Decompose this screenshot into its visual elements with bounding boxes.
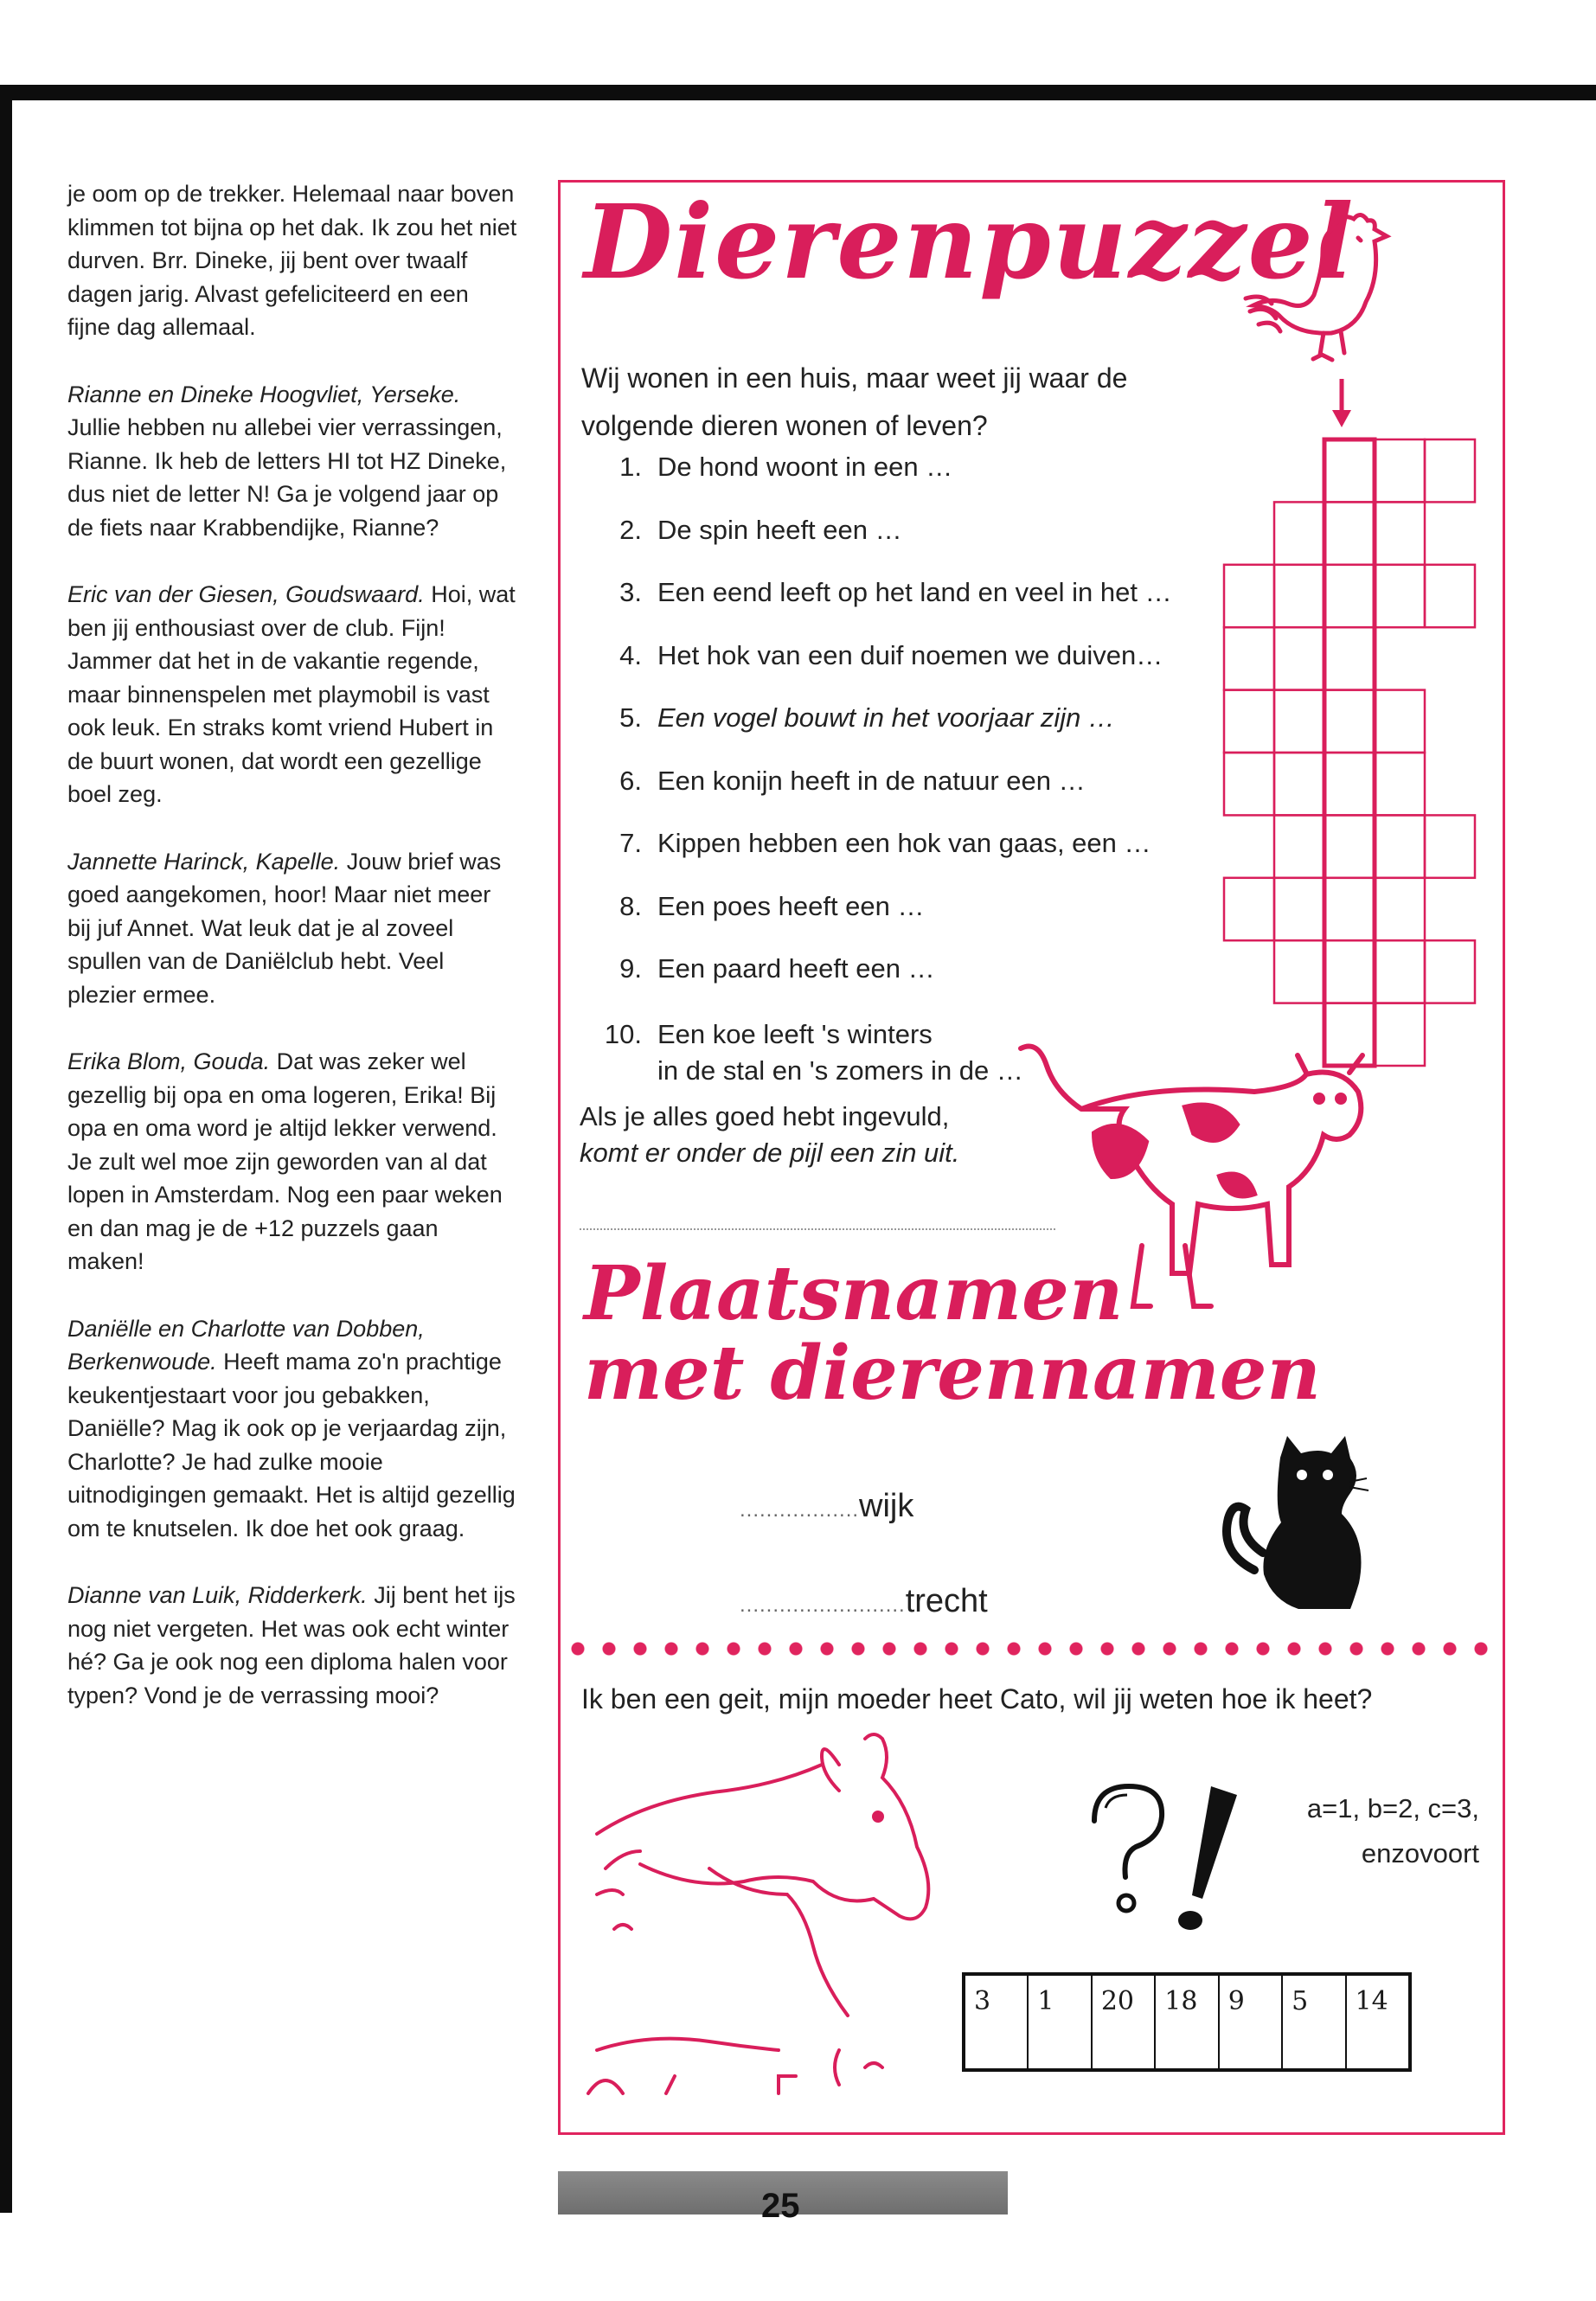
number-code: [962, 1972, 1412, 2072]
clue-item: 1. De hond woont in een …: [619, 452, 953, 482]
grid-cell[interactable]: [1324, 940, 1375, 1003]
letter-3: Jannette Harinck, Kapelle. Jouw brief was goed aangekomen, hoor! Maar niet meer bij juf Annet. Wat leuk dat je al zoveel spullen van de Daniëlclub hebt. Veel plezier ermee.: [67, 848, 502, 1008]
code-cell: 9: [1220, 1976, 1283, 2068]
clue-item: 7. Kippen hebben een hok van gaas, een …: [619, 828, 1151, 858]
grid-cell[interactable]: [1224, 690, 1274, 753]
grid-cell[interactable]: [1274, 627, 1324, 689]
clue-item: 5. Een vogel bouwt in het voorjaar zijn …: [619, 702, 1116, 733]
place-fill-2: .........................trecht: [740, 1583, 988, 1619]
cat-illustration: [1220, 1432, 1384, 1622]
answer-line: [580, 1228, 1055, 1230]
code-cell: 18: [1156, 1976, 1219, 2068]
clue-item: 6. Een konijn heeft in de natuur een …: [619, 765, 1086, 796]
grid-cell[interactable]: [1324, 815, 1375, 877]
top-rule: [9, 85, 1596, 100]
grid-cell[interactable]: [1324, 565, 1375, 627]
grid-cell[interactable]: [1224, 878, 1274, 940]
grid-cell[interactable]: [1375, 878, 1425, 940]
grid-cell[interactable]: [1274, 940, 1324, 1003]
grid-cell[interactable]: [1375, 940, 1425, 1003]
hen-illustration: [1228, 203, 1401, 394]
clue-item: 3. Een eend leeft op het land en veel in het …: [619, 577, 1172, 607]
grid-cell[interactable]: [1425, 815, 1475, 877]
puzzle-intro: Wij wonen in een huis, maar weet jij waar de volgende dieren wonen of leven?: [581, 362, 1128, 441]
grid-cell[interactable]: [1375, 753, 1425, 815]
grid-cell[interactable]: [1224, 753, 1274, 815]
grid-cell[interactable]: [1274, 878, 1324, 940]
grid-cell[interactable]: [1375, 439, 1425, 502]
grid-cell[interactable]: [1425, 565, 1475, 627]
code-cell: 1: [1029, 1976, 1092, 2068]
grid-cell[interactable]: [1274, 753, 1324, 815]
goat-question: Ik ben een geit, mijn moeder heet Cato, wil jij weten hoe ik heet?: [581, 1683, 1373, 1715]
puzzle-title: Dierenpuzzel: [584, 182, 1356, 302]
grid-cell[interactable]: [1324, 690, 1375, 753]
clue-item: 2. De spin heeft een …: [619, 514, 902, 545]
letter-5: Daniëlle en Charlotte van Dobben, Berkenwoude. Heeft mama zo'n prachtige keukentjestaart voor jou gebakken, Daniëlle? Mag ik ook op je verjaardag zijn, Charlotte? Je had zulke mooie uitnodigingen gemaakt. Het is altijd gezellig om te knutselen. Ik doe het ook graag.: [67, 1315, 516, 1541]
clue-item: 8. Een poes heeft een …: [619, 890, 925, 921]
code-hint: a=1, b=2, c=3, enzovoort: [1306, 1793, 1479, 1868]
grid-cell[interactable]: [1375, 502, 1425, 564]
code-cell: 20: [1093, 1976, 1156, 2068]
grid-cell[interactable]: [1425, 439, 1475, 502]
dotted-divider: [562, 1641, 1505, 1657]
grid-cell[interactable]: [1324, 502, 1375, 564]
grid-cell[interactable]: [1375, 565, 1425, 627]
grid-cell[interactable]: [1324, 627, 1375, 689]
grid-cell[interactable]: [1425, 940, 1475, 1003]
code-cell: 3: [965, 1976, 1029, 2068]
grid-cell[interactable]: [1375, 815, 1425, 877]
clue-item: 4. Het hok van een duif noemen we duiven…: [619, 639, 1163, 670]
grid-cell[interactable]: [1324, 753, 1375, 815]
left-rule: [0, 85, 12, 2213]
letter-1: Rianne en Dineke Hoogvliet, Yerseke. Jullie hebben nu allebei vier verrassingen, Rianne. Ik heb de letters HI tot HZ Dineke, dus niet de letter N! Ga je volgend jaar op de fiets naar Krabbendijke, Rianne?: [67, 381, 507, 541]
puzzle-outro: Als je alles goed hebt ingevuld, komt er onder de pijl een zin uit.: [580, 1101, 960, 1168]
grid-cell[interactable]: [1224, 565, 1274, 627]
arrow-down-icon: [1329, 379, 1355, 431]
grid-cell[interactable]: [1274, 502, 1324, 564]
grid-cell[interactable]: [1274, 565, 1324, 627]
clue-item: 9. Een paard heeft een …: [619, 953, 935, 984]
grid-cell[interactable]: [1274, 815, 1324, 877]
code-cell: 5: [1283, 1976, 1346, 2068]
places-title: Plaatsnamen met dierennamen: [584, 1250, 1321, 1417]
goat-illustration: [580, 1721, 969, 2102]
grid-cell[interactable]: [1324, 439, 1375, 502]
letter-2: Eric van der Giesen, Goudswaard. Hoi, wat ben jij enthousiast over de club. Fijn! Jammer dat het in de vakantie regende, maar binnenspelen met playmobil is vast ook leuk. En straks komt vriend Hubert in de buurt wonen, dat wordt een gezellige boel zeg.: [67, 581, 516, 807]
clue-list: [588, 452, 1228, 1089]
letters-column: [67, 177, 517, 1746]
grid-cell[interactable]: [1375, 690, 1425, 753]
clue-item: 10. Een koe leeft 's winters in de stal en 's zomers in de …: [604, 1018, 1023, 1086]
crossword-grid: [1207, 433, 1501, 1073]
grid-cell[interactable]: [1324, 878, 1375, 940]
place-fill-1: ..................wijk: [740, 1488, 914, 1524]
page-number: 25: [761, 2187, 800, 2225]
code-cell: 14: [1355, 1986, 1388, 2016]
letter-0: je oom op de trekker. Helemaal naar boven klimmen tot bijna op het dak. Ik zou het niet durven. Brr. Dineke, jij bent over twaalf dagen jarig. Alvast gefeliciteerd en een fijne dag allemaal.: [67, 181, 517, 340]
letter-4: Erika Blom, Gouda. Dat was zeker wel gezellig bij opa en oma logeren, Erika! Bij opa en oma word je altijd lekker verwend. Je zult wel moe zijn geworden van al dat lopen in Amsterdam. Nog een paar weken en dan mag je de +12 puzzels gaan maken!: [67, 1048, 503, 1274]
grid-cell[interactable]: [1224, 627, 1274, 689]
grid-cell[interactable]: [1274, 690, 1324, 753]
question-exclamation-icon: [1073, 1773, 1263, 1938]
letter-6: Dianne van Luik, Ridderkerk. Jij bent het ijs nog niet vergeten. Het was ook echt winter hé? Ga je ook nog een diploma halen voor typen? Vond je de verrassing mooi?: [67, 1582, 516, 1708]
